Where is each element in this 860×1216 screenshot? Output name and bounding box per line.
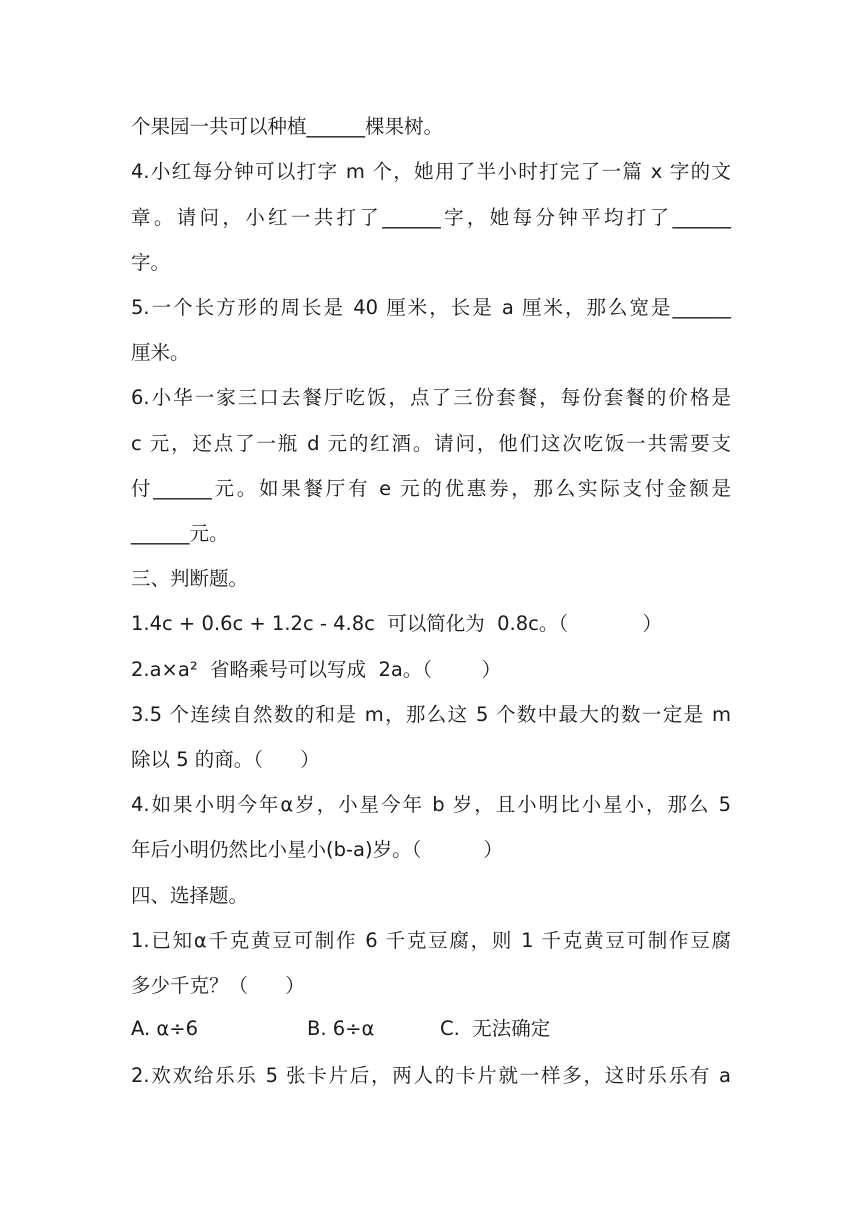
question-6-line-1: 6.小华一家三口去餐厅吃饭，点了三份套餐，每份套餐的价格是 (131, 386, 731, 409)
question-4-line-3: 字。 (131, 251, 171, 274)
judgement-3-line-2: 除以 5 的商。（ ） (131, 748, 320, 771)
question-4-line-1: 4.小红每分钟可以打字 m 个，她用了半小时打完了一篇 x 字的文 (131, 160, 731, 183)
judgement-4-line-2: 年后小明仍然比小星小(b-a)岁。（ ） (131, 838, 503, 861)
question-6-line-4: ______元。 (131, 522, 229, 545)
choice-2-line-1: 2.欢欢给乐乐 5 张卡片后，两人的卡片就一样多，这时乐乐有 a (131, 1064, 731, 1087)
section-heading-choice: 四、选择题。 (131, 884, 249, 907)
question-5-line-1: 5.一个长方形的周长是 40 厘米，长是 a 厘米，那么宽是______ (131, 296, 731, 319)
judgement-1: 1.4c + 0.6c + 1.2c - 4.8c 可以简化为 0.8c。（ ） (131, 612, 662, 635)
question-6-line-2: c 元，还点了一瓶 d 元的红酒。请问，他们这次吃饭一共需要支 (131, 432, 731, 455)
text-line: 个果园一共可以种植______棵果树。 (131, 115, 444, 138)
judgement-4-line-1: 4.如果小明今年α岁，小星今年 b 岁，且小明比小星小，那么 5 (131, 793, 731, 816)
choice-1-line-2: 多少千克？（ ） (131, 974, 305, 997)
judgement-2: 2.a×a² 省略乘号可以写成 2a。（ ） (131, 658, 502, 681)
choice-1-line-1: 1.已知α千克黄豆可制作 6 千克豆腐，则 1 千克黄豆可制作豆腐 (131, 929, 731, 952)
choice-1-option-b: B. 6÷α (307, 1017, 375, 1040)
choice-1-option-a: A. α÷6 (131, 1017, 198, 1040)
question-6-line-3: 付______元。如果餐厅有 e 元的优惠券，那么实际支付金额是 (131, 477, 731, 500)
choice-1-option-c: C. 无法确定 (440, 1017, 551, 1040)
question-4-line-2: 章。请问，小红一共打了______字，她每分钟平均打了______ (131, 206, 731, 229)
question-5-line-2: 厘米。 (131, 341, 190, 364)
judgement-3-line-1: 3.5 个连续自然数的和是 m，那么这 5 个数中最大的数一定是 m (131, 703, 731, 726)
section-heading-judgement: 三、判断题。 (131, 567, 249, 590)
